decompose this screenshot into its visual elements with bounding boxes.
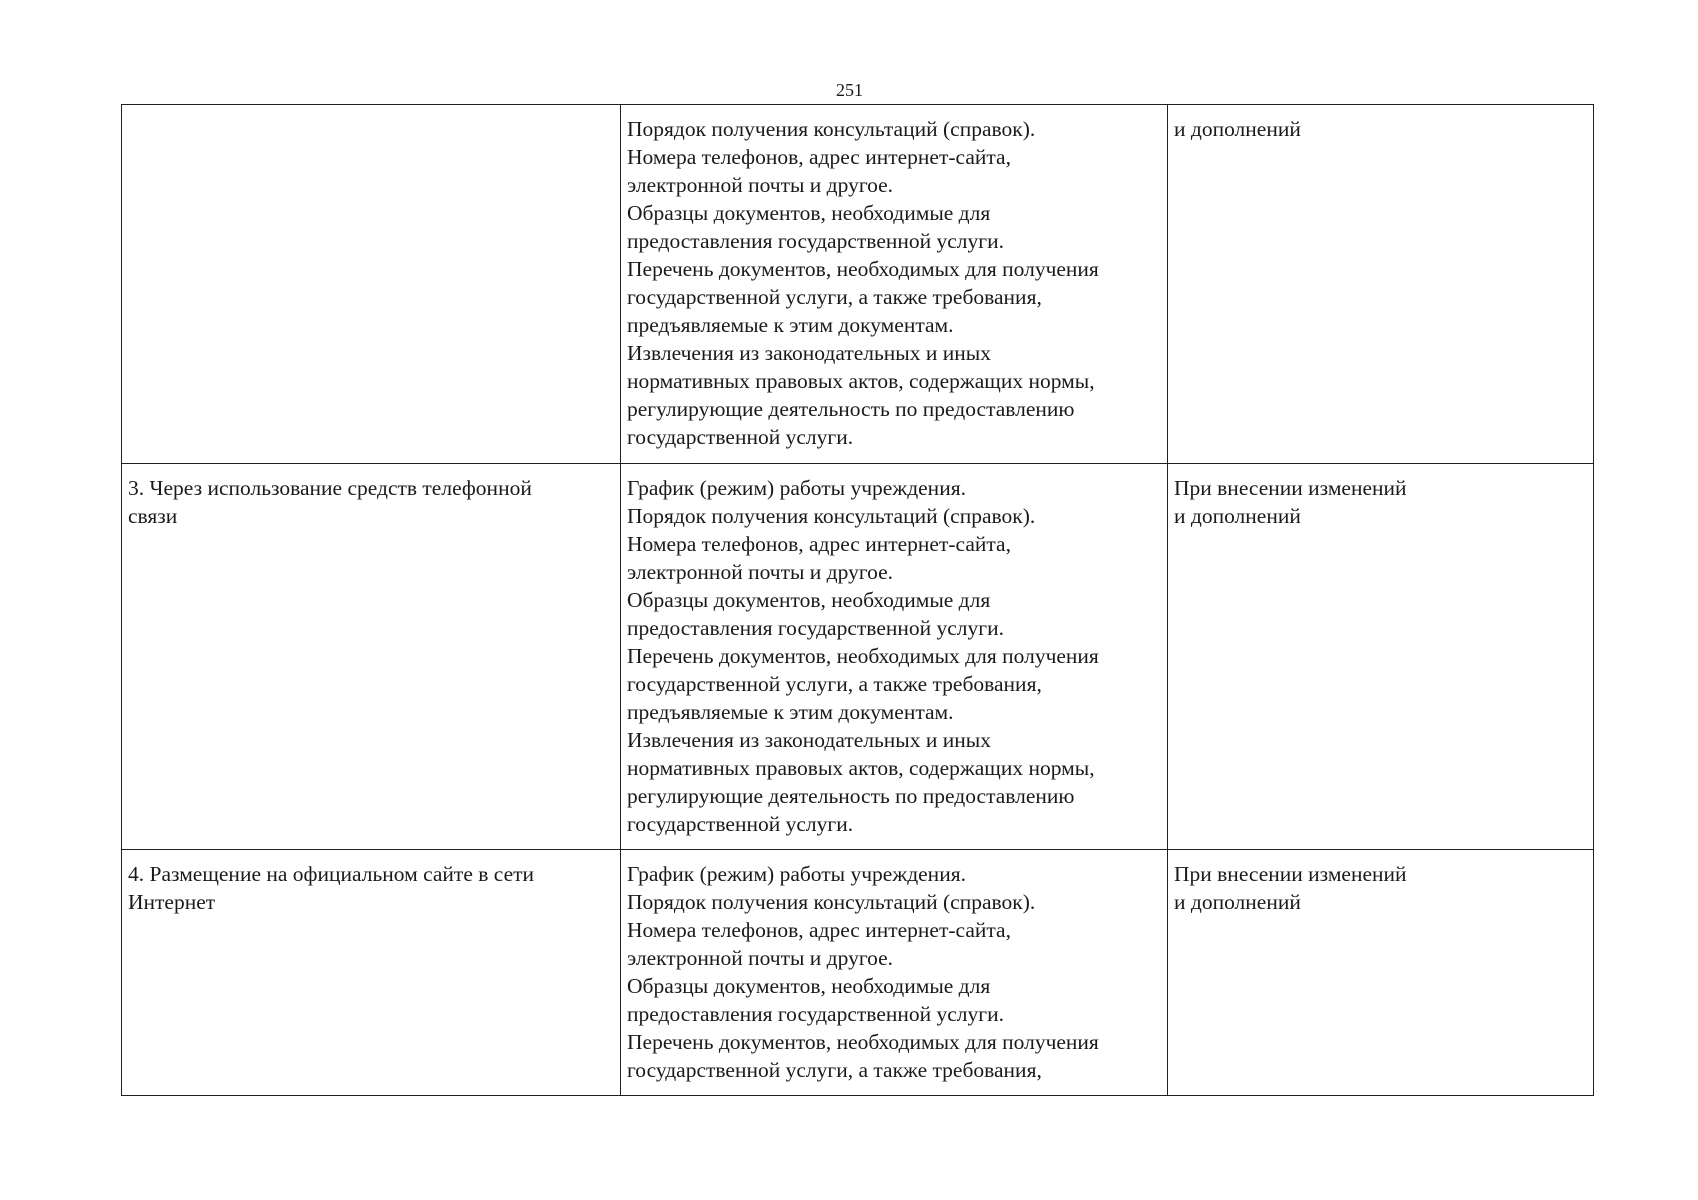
content-line: Перечень документов, необходимых для получения (627, 644, 1099, 668)
content-line: государственной услуги. (627, 812, 854, 836)
content-line: нормативных правовых актов, содержащих нормы, (627, 369, 1095, 393)
content-line: государственной услуги, а также требования, (627, 285, 1042, 309)
content-line: регулирующие деятельность по предоставлению (627, 397, 1075, 421)
content-line: регулирующие деятельность по предоставлению (627, 784, 1075, 808)
frequency-line: При внесении изменений (1174, 476, 1407, 500)
content-line: Перечень документов, необходимых для получения (627, 1030, 1099, 1054)
method-line: 3. Через использование средств телефонной (128, 476, 532, 500)
content-cell (621, 464, 1168, 850)
method-cell (122, 105, 621, 464)
content-cell (621, 850, 1168, 1096)
content-line: Порядок получения консультаций (справок). (627, 117, 1036, 141)
table-row (122, 105, 1594, 464)
content-line: Порядок получения консультаций (справок). (627, 890, 1036, 914)
content-line: Номера телефонов, адрес интернет-сайта, (627, 532, 1011, 556)
table-row (122, 464, 1594, 850)
content-line: Образцы документов, необходимые для (627, 588, 991, 612)
content-line: предоставления государственной услуги. (627, 1002, 1004, 1026)
content-line: График (режим) работы учреждения. (627, 862, 966, 886)
content-line: Образцы документов, необходимые для (627, 201, 991, 225)
content-line: Перечень документов, необходимых для получения (627, 257, 1099, 281)
frequency-cell (1168, 464, 1594, 850)
method-line: 4. Размещение на официальном сайте в сети (128, 862, 535, 886)
content-line: государственной услуги. (627, 425, 854, 449)
content-line: государственной услуги, а также требования, (627, 1058, 1042, 1082)
frequency-line: и дополнений (1174, 117, 1301, 141)
information-table (121, 104, 1594, 1096)
method-line: Интернет (128, 890, 216, 914)
method-cell (122, 464, 621, 850)
method-cell (122, 850, 621, 1096)
content-line: предъявляемые к этим документам. (627, 313, 954, 337)
content-line: электронной почты и другое. (627, 946, 894, 970)
content-line: Порядок получения консультаций (справок). (627, 504, 1036, 528)
frequency-line: и дополнений (1174, 890, 1301, 914)
content-line: электронной почты и другое. (627, 173, 894, 197)
content-line: Номера телефонов, адрес интернет-сайта, (627, 918, 1011, 942)
content-line: электронной почты и другое. (627, 560, 894, 584)
table-row (122, 850, 1594, 1096)
page-number: 251 (836, 80, 863, 100)
content-cell (621, 105, 1168, 464)
frequency-line: При внесении изменений (1174, 862, 1407, 886)
content-line: государственной услуги, а также требования, (627, 672, 1042, 696)
content-line: нормативных правовых актов, содержащих нормы, (627, 756, 1095, 780)
content-line: Образцы документов, необходимые для (627, 974, 991, 998)
frequency-line: и дополнений (1174, 504, 1301, 528)
frequency-cell (1168, 105, 1594, 464)
frequency-cell (1168, 850, 1594, 1096)
content-line: График (режим) работы учреждения. (627, 476, 966, 500)
content-line: Извлечения из законодательных и иных (627, 728, 991, 752)
content-line: предъявляемые к этим документам. (627, 700, 954, 724)
method-line: связи (128, 504, 178, 528)
content-line: Извлечения из законодательных и иных (627, 341, 991, 365)
content-line: предоставления государственной услуги. (627, 616, 1004, 640)
content-line: предоставления государственной услуги. (627, 229, 1004, 253)
content-line: Номера телефонов, адрес интернет-сайта, (627, 145, 1011, 169)
